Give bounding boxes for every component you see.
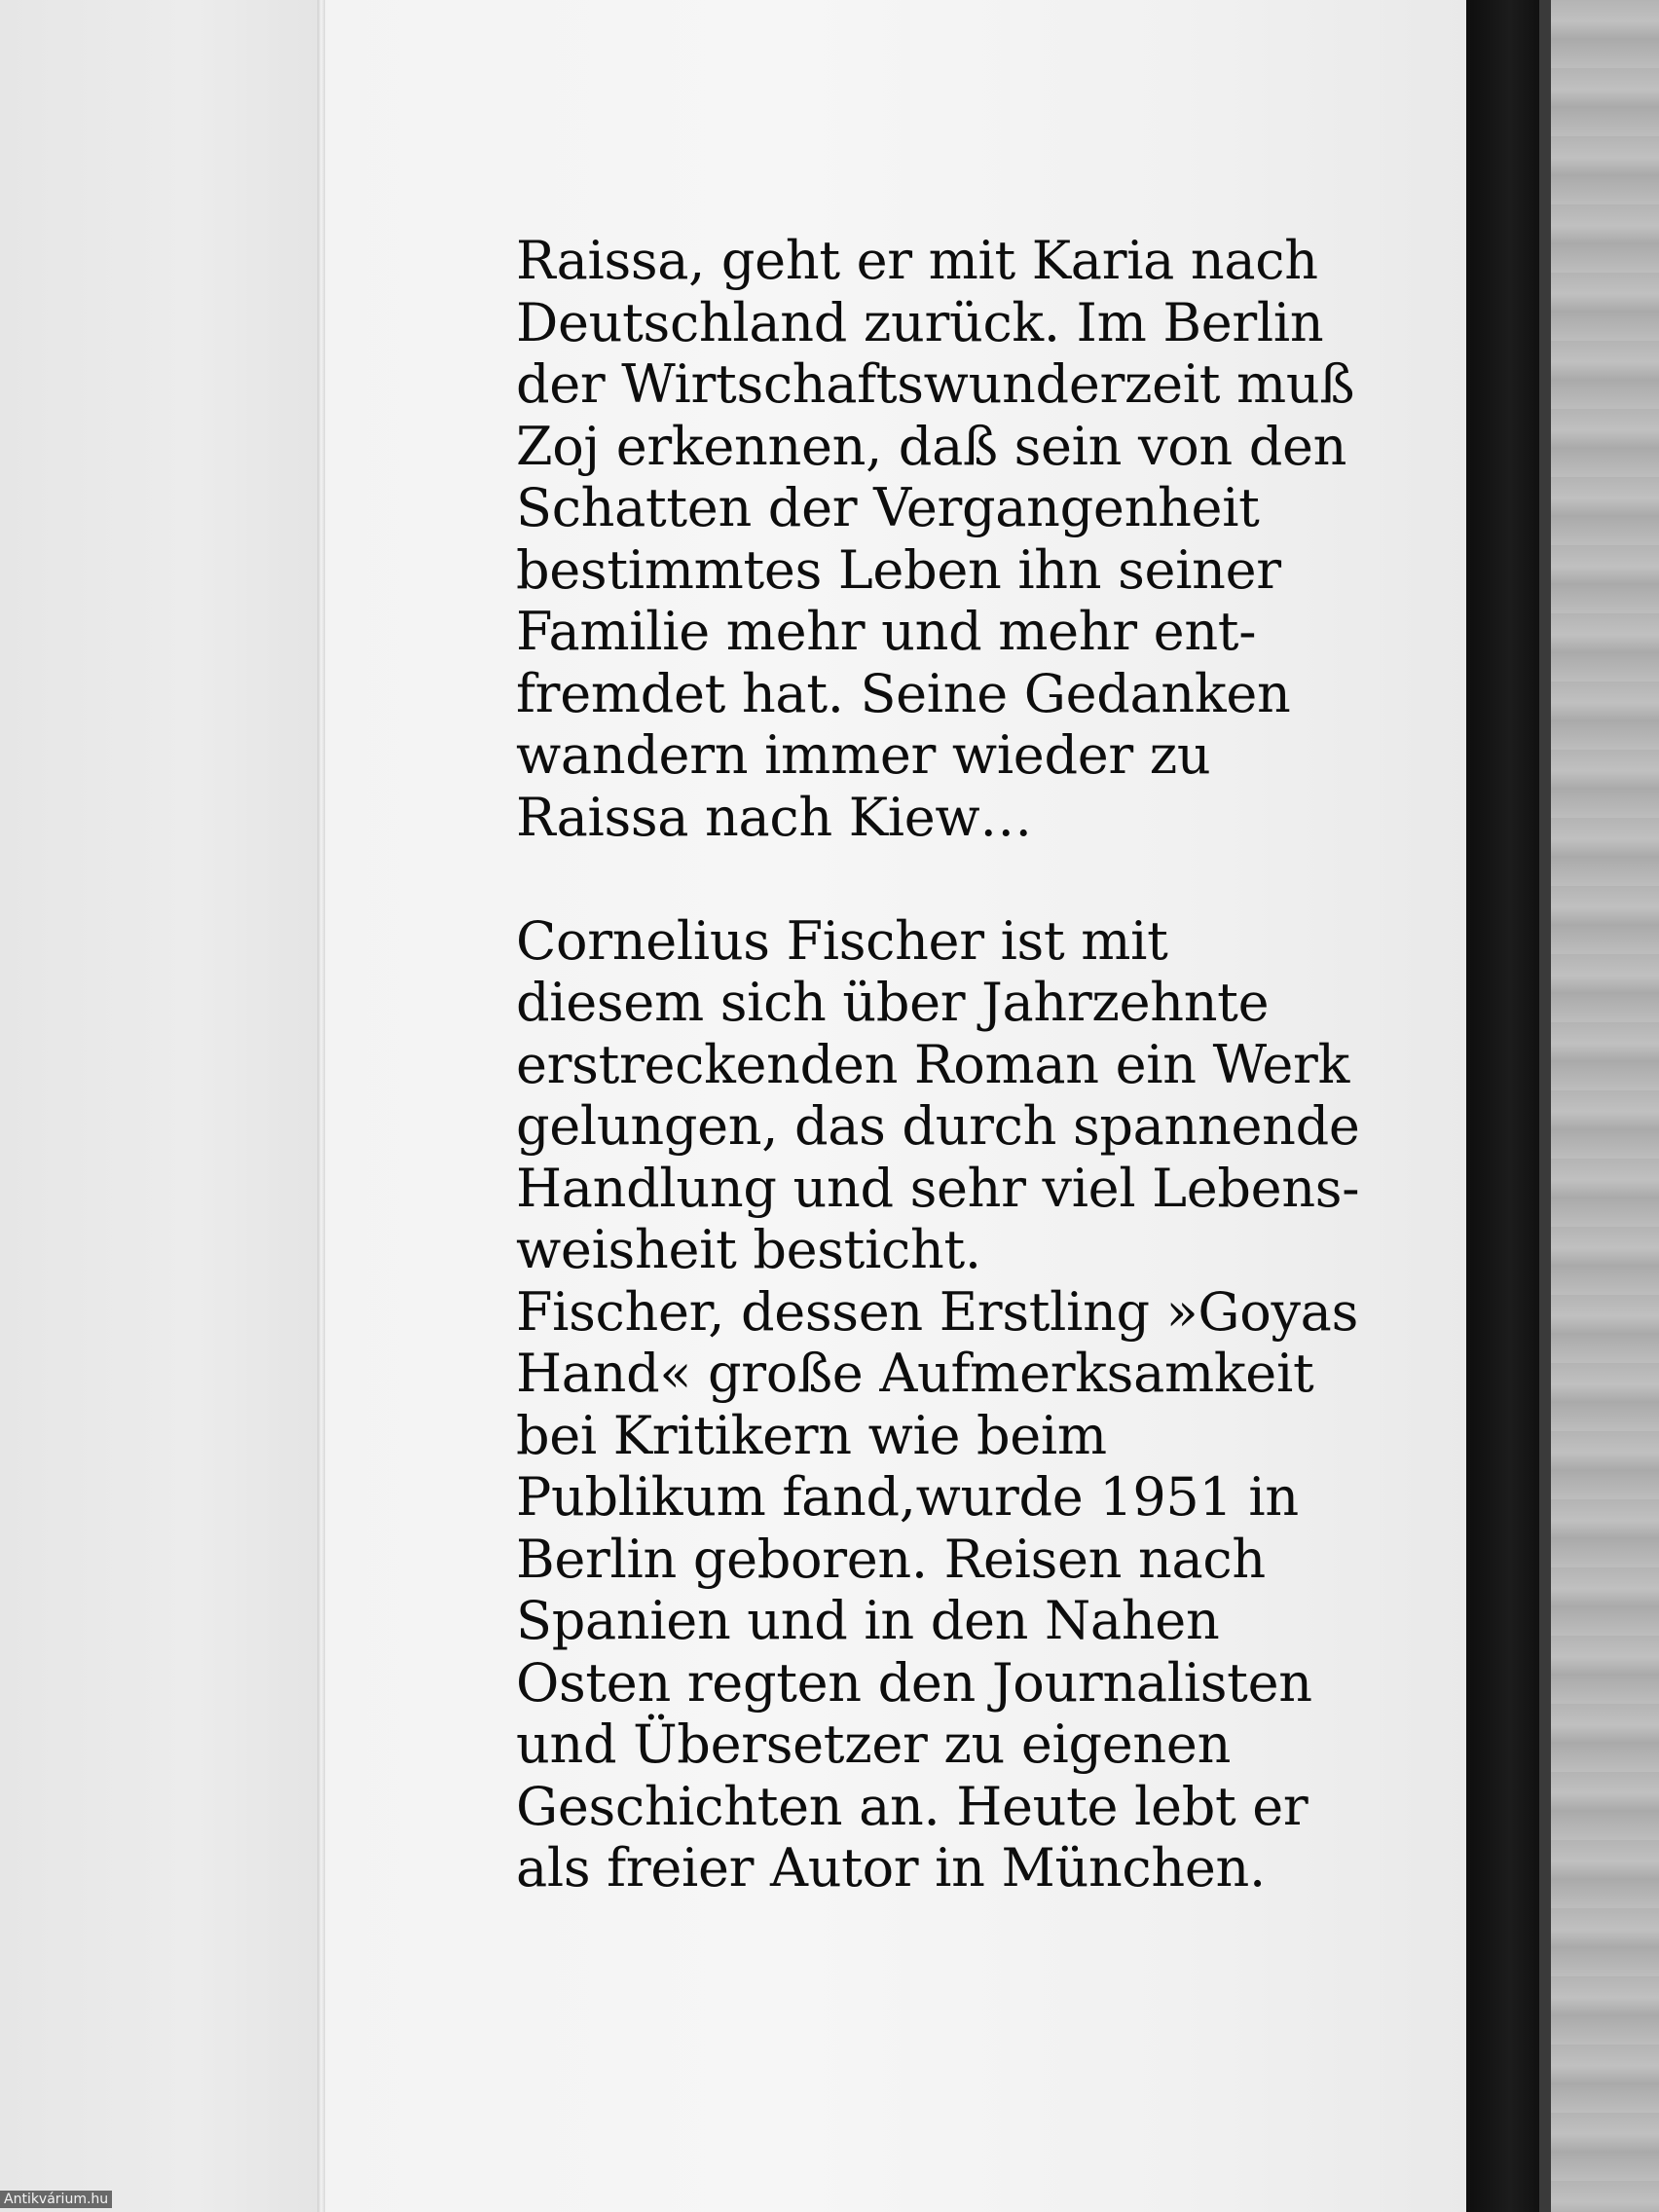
text-line: Raissa nach Kiew… xyxy=(516,786,1032,848)
text-line: gelungen, das durch spannende xyxy=(516,1095,1360,1157)
text-line: als freier Autor in München. xyxy=(516,1837,1266,1899)
text-line: Deutschland zurück. Im Berlin xyxy=(516,291,1324,353)
text-line: Fischer, dessen Erstling »Goyas xyxy=(516,1280,1358,1343)
text-line: Cornelius Fischer ist mit xyxy=(516,909,1168,972)
text-line: diesem sich über Jahrzehnte xyxy=(516,972,1270,1033)
text-line: Berlin geboren. Reisen nach xyxy=(516,1528,1266,1590)
jacket-text xyxy=(516,230,1392,1899)
paragraph-gap xyxy=(516,848,1392,910)
text-line: Geschichten an. Heute lebt er xyxy=(516,1775,1309,1837)
text-line: Handlung und sehr viel Lebens- xyxy=(516,1157,1360,1219)
text-line: Familie mehr und mehr ent- xyxy=(516,601,1257,662)
text-line: Raissa, geht er mit Karia nach xyxy=(516,230,1318,291)
text-line: und Übersetzer zu eigenen xyxy=(516,1714,1232,1775)
text-line: bestimmtes Leben ihn seiner xyxy=(516,538,1281,601)
book-spine-edge xyxy=(1539,0,1551,2212)
book-gutter xyxy=(317,0,325,2212)
watermark: Antikvárium.hu xyxy=(0,2191,112,2208)
text-line: Publikum fand,wurde 1951 in xyxy=(516,1466,1299,1528)
text-line: wandern immer wieder zu xyxy=(516,724,1211,786)
text-line: weisheit besticht. xyxy=(516,1219,981,1280)
paragraph-1 xyxy=(516,230,1392,848)
text-line: erstreckenden Roman ein Werk xyxy=(516,1033,1349,1095)
text-line: der Wirtschaftswunderzeit muß xyxy=(516,353,1355,415)
book-spine xyxy=(1466,0,1539,2212)
left-endpaper xyxy=(0,0,321,2212)
text-line: Zoj erkennen, daß sein von den xyxy=(516,415,1347,477)
text-line: fremdet hat. Seine Gedanken xyxy=(516,662,1291,724)
paragraph-2 xyxy=(516,910,1392,1899)
text-line: Hand« große Aufmerksamkeit xyxy=(516,1343,1314,1404)
text-line: bei Kritikern wie beim xyxy=(516,1404,1107,1466)
text-line: Schatten der Vergangenheit xyxy=(516,477,1260,538)
text-line: Osten regten den Journalisten xyxy=(516,1651,1312,1714)
text-line: Spanien und in den Nahen xyxy=(516,1590,1220,1651)
table-surface xyxy=(1551,0,1659,2212)
